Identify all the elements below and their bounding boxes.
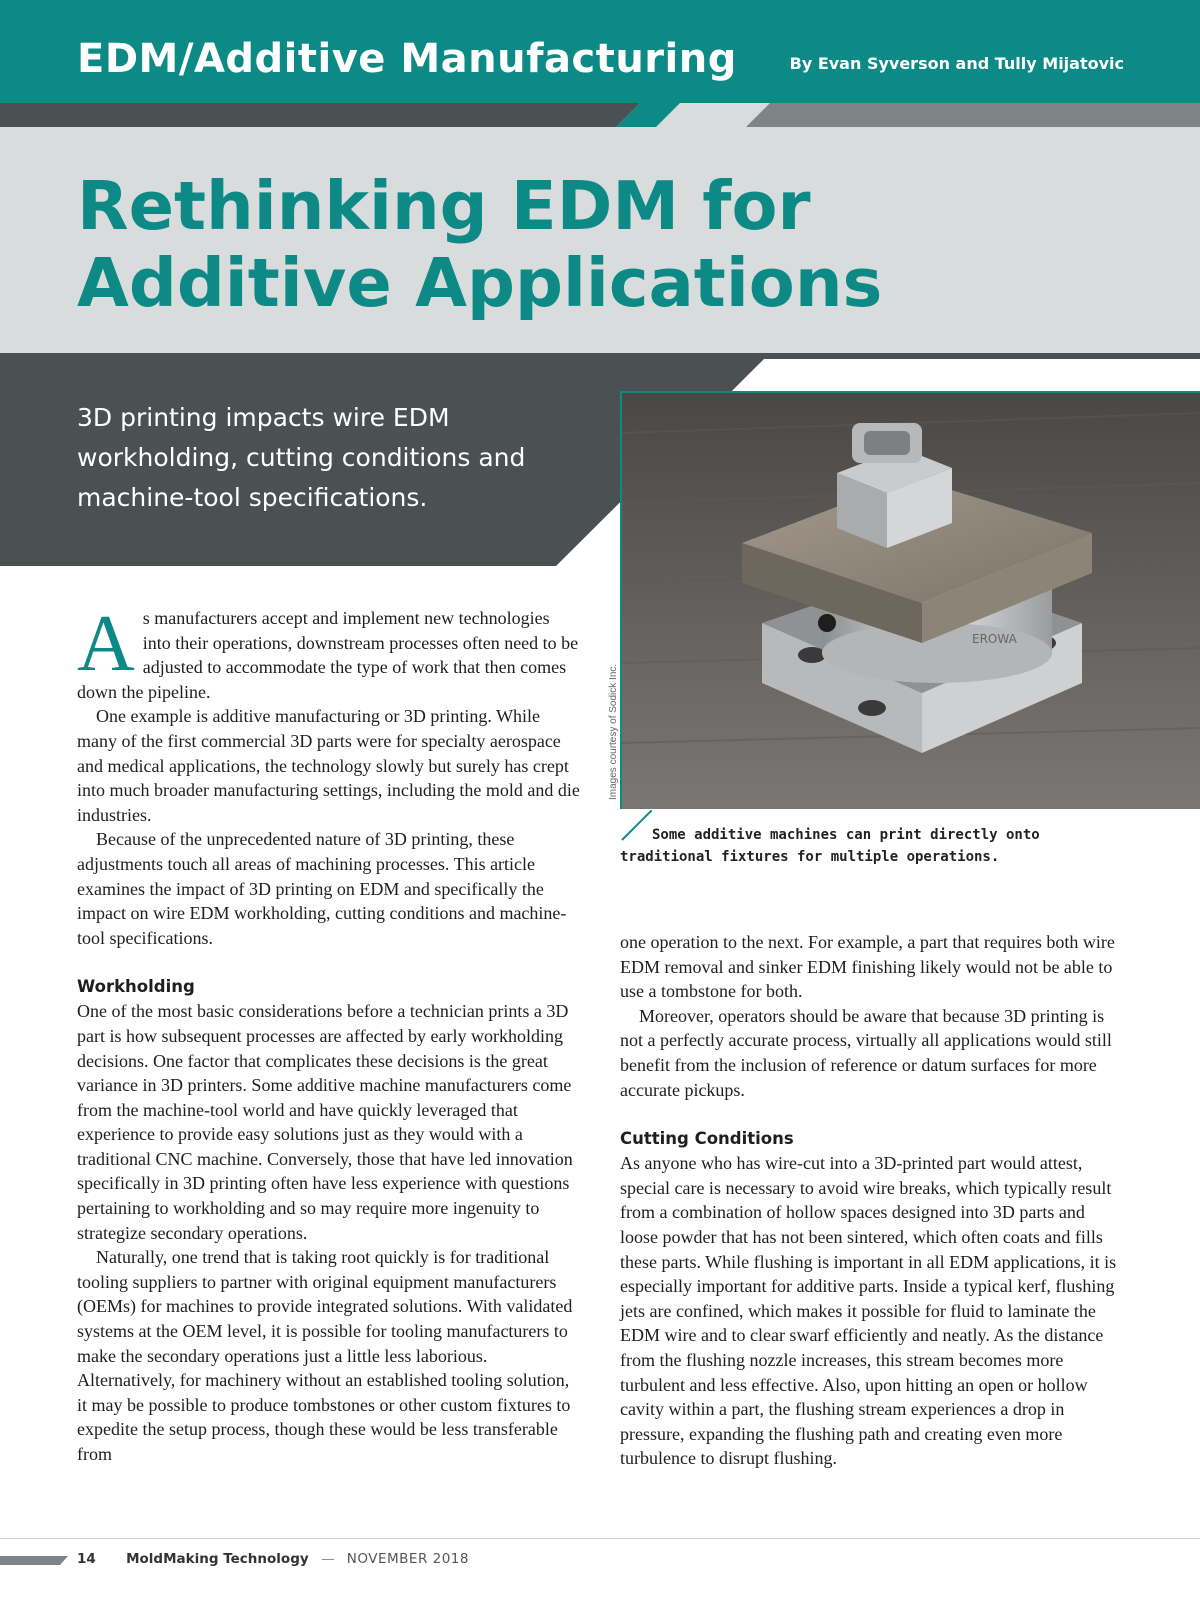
body-paragraph: As anyone who has wire-cut into a 3D-printed part would attest, special care is necessary to avoid wire breaks, which typically result from a combination of hollow spaces designed into 3D parts and loose powder that has not been sintered, which often coats and fills these parts. While flushing is important in all EDM applications, it is especially important for additive parts. Inside a typical kerf, flushing jets are confined, which makes it possible for fluid to laminate the EDM wire and to clear swarf efficiently and neatly. As the distance from the flushing nozzle increases, this stream becomes more turbulent and less effective. Also, upon hitting an open or hollow cavity within a part, the flushing stream experiences a drop in pressure, expanding the flushing path and creating even more turbulence to disrupt flushing. bbox=[620, 1153, 1117, 1469]
drop-cap: A bbox=[77, 600, 135, 688]
paragraph-gap bbox=[620, 1102, 1125, 1126]
intro-text: s manufacturers accept and implement new technologies into their operations, downstream processes often need to be adjusted to accommodate the type of work that then comes down the pipeline. bbox=[77, 608, 579, 702]
body-paragraph: Naturally, one trend that is taking root quickly is for traditional tooling suppliers to partner with original equipment manufacturers (OEMs) for machines to provide integrated solutions. With validated systems at the OEM level, it is possible for tooling manufacturers to make the secondary operations just a little less laborious. Alternatively, for machinery without an established tooling solution, it may be possible to produce tombstones or other custom fixtures to expedite the setup process, though these would be less transferable from bbox=[77, 1247, 573, 1464]
headline bbox=[77, 168, 977, 322]
footer-rule bbox=[0, 1538, 1200, 1539]
intro-paragraph bbox=[77, 600, 582, 704]
fixture-photo bbox=[620, 391, 1200, 809]
issue-date: NOVEMBER 2018 bbox=[346, 1551, 469, 1567]
footer-accent-bar bbox=[0, 1556, 68, 1565]
paragraph-gap bbox=[77, 950, 582, 974]
page-number: 14 bbox=[77, 1551, 96, 1567]
headline-line-2: Additive Applications bbox=[77, 244, 883, 322]
photo-caption: Some additive machines can print directly onto traditional fixtures for multiple operations. bbox=[620, 827, 1040, 865]
section-title: EDM/Additive Manufacturing bbox=[77, 36, 737, 82]
header-accent-strip bbox=[0, 103, 1200, 127]
body-paragraph-continued: one operation to the next. For example, a part that requires both wire EDM removal and sinker EDM finishing likely would not be able to use a tombstone for both. bbox=[620, 932, 1115, 1002]
article-column-left bbox=[77, 600, 582, 1467]
body-paragraph: Because of the unprecedented nature of 3D printing, these adjustments touch all areas of machining processes. This article examines the impact of 3D printing on EDM and specifically the impact on wire EDM workholding, cutting conditions and machine-tool specifications. bbox=[77, 829, 567, 948]
body-paragraph: Moreover, operators should be aware that because 3D printing is not a perfectly accurate process, virtually all applications would still benefit from the inclusion of reference or datum surfaces for more accurate pickups. bbox=[620, 1005, 1112, 1100]
footer-separator: — bbox=[320, 1551, 335, 1567]
fixture-illustration bbox=[622, 393, 1200, 809]
byline: By Evan Syverson and Tully Mijatovic bbox=[789, 54, 1124, 73]
chuck-brand-mark: EROWA bbox=[972, 632, 1017, 646]
magazine-name: MoldMaking Technology bbox=[126, 1551, 309, 1567]
photo-credit: Images courtesy of Sodick Inc. bbox=[608, 663, 619, 800]
headline-line-1: Rethinking EDM for bbox=[77, 167, 811, 245]
body-paragraph: One of the most basic considerations before a technician prints a 3D part is how subsequent processes are affected by early workholding decisions. One factor that complicates these decisions is the great variance in 3D printers. Some additive machine manufacturers come from the machine-tool world and have quickly leveraged that experience to provide easy solutions just as they would with a traditional CNC machine. Conversely, those that have led innovation specifically in 3D printing often have less experience with questions pertaining to workholding and so may require more ingenuity to strategize secondary operations. bbox=[77, 1001, 573, 1243]
body-paragraph: One example is additive manufacturing or 3D printing. While many of the first commercial 3D parts were for specialty aerospace and medical applications, the technology slowly but surely has crept into much broader manufacturing settings, including the mold and die industries. bbox=[77, 706, 580, 825]
subhead-cutting-conditions: Cutting Conditions bbox=[620, 1129, 794, 1149]
subhead-workholding: Workholding bbox=[77, 977, 195, 997]
page-footer bbox=[77, 1551, 469, 1567]
dek: 3D printing impacts wire EDM workholding, cutting conditions and machine-tool specifications. bbox=[77, 403, 526, 512]
article-column-right bbox=[620, 930, 1125, 1471]
